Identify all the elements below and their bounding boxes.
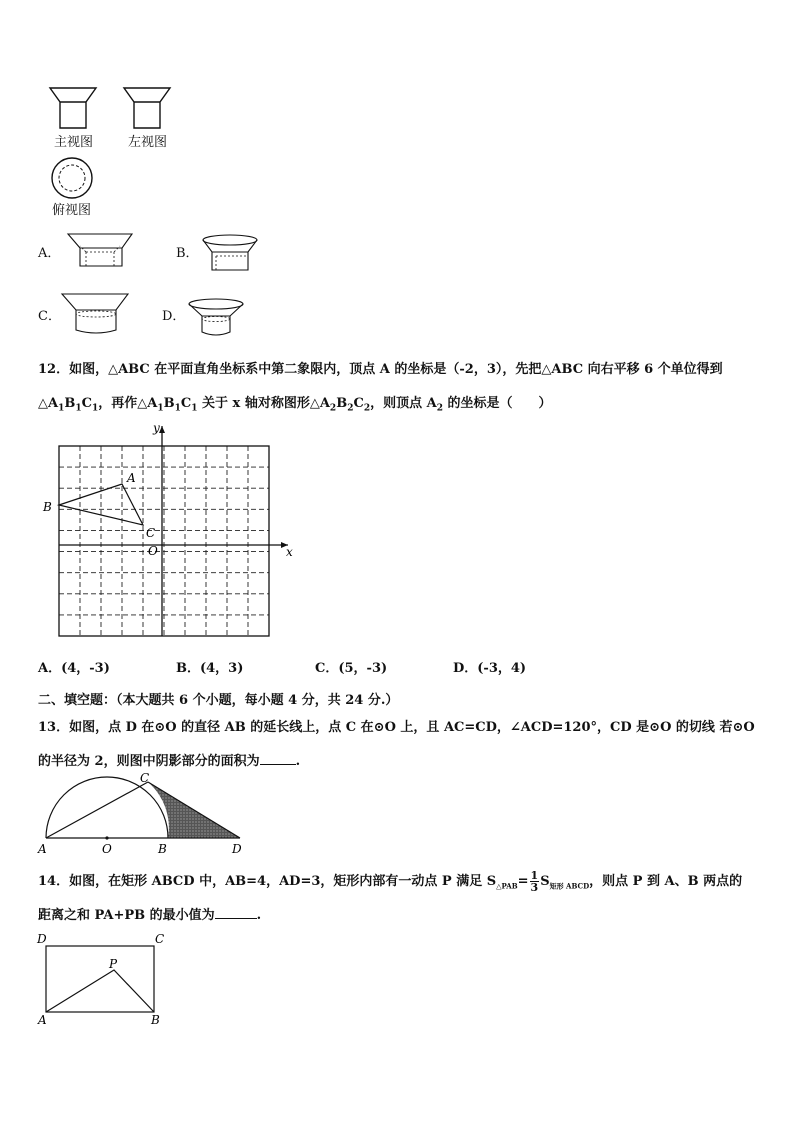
top-view-label: 俯视图 [52, 203, 92, 218]
point-b-label: B [43, 500, 52, 514]
point-c-label: C [140, 771, 150, 785]
front-view-label: 主视图 [54, 135, 94, 150]
point-a-label: A [38, 842, 47, 856]
point-d-label: D [37, 932, 47, 946]
q12-text-line1: 12．如图，△ABC 在平面直角坐标系中第二象限内，顶点 A 的坐标是（-2，3），先把△ABC 向右平移 6 个单位得到 [38, 362, 723, 377]
x-axis-label: x [286, 545, 293, 559]
left-view-figure [122, 86, 174, 134]
option-d-figure [186, 298, 248, 338]
q13-figure [36, 770, 246, 860]
y-axis-label: y [153, 421, 160, 435]
q12-option-d: D．(-3，4) [453, 661, 527, 676]
origin-label: O [148, 544, 158, 558]
point-c-label: C [155, 932, 165, 946]
grid-lines [59, 446, 269, 636]
q14-answer-blank[interactable] [215, 906, 257, 919]
q12-option-b: B．(4，3) [176, 661, 244, 676]
option-c-label: C． [38, 309, 61, 324]
option-b-label: B． [176, 246, 199, 261]
point-c-label: C [146, 526, 156, 540]
option-a-figure [66, 230, 136, 270]
option-b-figure [200, 232, 262, 272]
point-b-label: B [151, 1013, 160, 1027]
point-a-label: A [127, 471, 136, 485]
point-a-label: A [38, 1013, 47, 1027]
left-view-label: 左视图 [128, 135, 168, 150]
q14-text-line1: 14．如图，在矩形 ABCD 中，AB=4，AD=3，矩形内部有一动点 P 满足 $S_{\triangle PAB}=$ $\frac{1}{3}$ $S_{矩形 ABCD}$，则点 P 到 A、B 两点的 [38, 869, 743, 894]
point-b-label: B [158, 842, 167, 856]
q13-text-line2: 的半径为 2，则图中阴影部分的面积为 . [38, 754, 301, 769]
semicircle [46, 777, 168, 838]
q12-option-a: A．(4，-3) [38, 661, 110, 676]
q12-option-c: C．(5，-3) [315, 661, 388, 676]
option-d-label: D． [162, 309, 186, 324]
point-d-label: D [232, 842, 242, 856]
point-o-label: O [102, 842, 112, 856]
option-a-label: A． [38, 246, 61, 261]
front-view-figure [48, 86, 100, 134]
q14-figure [34, 930, 174, 1028]
option-c-figure [60, 292, 132, 336]
q13-text-line1: 13．如图，点 D 在⊙O 的直径 AB 的延长线上，点 C 在⊙O 上，且 AC=CD，∠ACD=120°，CD 是⊙O 的切线 若⊙O [38, 720, 755, 735]
q12-text-line2: $\triangle A_1B_1C_1$，再作$\triangle A_1B_1C_1$ 关于 x 轴对称图形$\triangle A_2B_2C_2$，则顶点 $A_2$ 的坐标是（ ） [38, 396, 552, 414]
q14-text-line2: 距离之和 PA+PB 的最小值为 . [38, 908, 262, 923]
q13-answer-blank[interactable] [260, 752, 296, 765]
top-view-figure [50, 156, 96, 202]
fraction-one-third: $\frac{1}{3}$ [530, 869, 539, 894]
q12-coordinate-grid [40, 420, 300, 645]
point-p-label: P [109, 957, 118, 971]
section-heading: 二、填空题：（本大题共 6 个小题，每小题 4 分，共 24 分.） [38, 693, 399, 708]
